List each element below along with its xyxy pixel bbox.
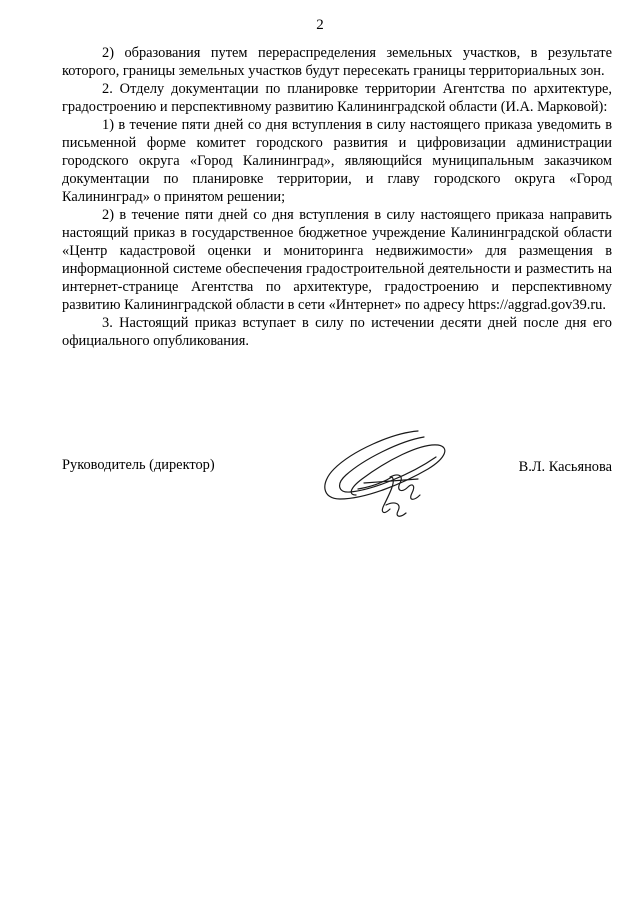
paragraph-clause-2-item-2: 2) образования путем перераспределения земельных участков, в результате которого, границы земельных участков будут пересекать границы территориальных зон. [62, 45, 612, 79]
handwritten-signature [300, 417, 480, 527]
paragraph-clause-2: 2. Отделу документации по планировке территории Агентства по архитектуре, градостроению и перспективному развитию Калининградской области (И.А. Марковой): [62, 81, 612, 115]
paragraph-clause-3: 3. Настоящий приказ вступает в силу по истечении десяти дней после дня его официального опубликования. [62, 315, 612, 349]
paragraph-clause-2-sub-1: 1) в течение пяти дней со дня вступления в силу настоящего приказа уведомить в письменной форме комитет городского развития и цифровизации администрации городского округа «Город Калининград», являющийся муниципальным заказчиком документации по планировке территории, и главу городского округа «Город Калининград» о принятом решении; [62, 117, 612, 205]
page-number: 2 [316, 17, 324, 33]
document-body [62, 44, 612, 350]
paragraph-clause-2-sub-2: 2) в течение пяти дней со дня вступления в силу настоящего приказа направить настоящий приказ в государственное бюджетное учреждение Калининградской области «Центр кадастровой оценки и мониторинга недвижимости» для размещения в информационной системе обеспечения градостроительной деятельности и разместить на интернет-странице Агентства по архитектуре, градостроению и перспективному развитию Калининградской области в сети «Интернет» по адресу https://aggrad.gov39.ru. [62, 207, 612, 313]
signature-block [62, 445, 612, 525]
signer-name: В.Л. Касьянова [518, 459, 612, 475]
signer-title: Руководитель (директор) [62, 457, 215, 473]
